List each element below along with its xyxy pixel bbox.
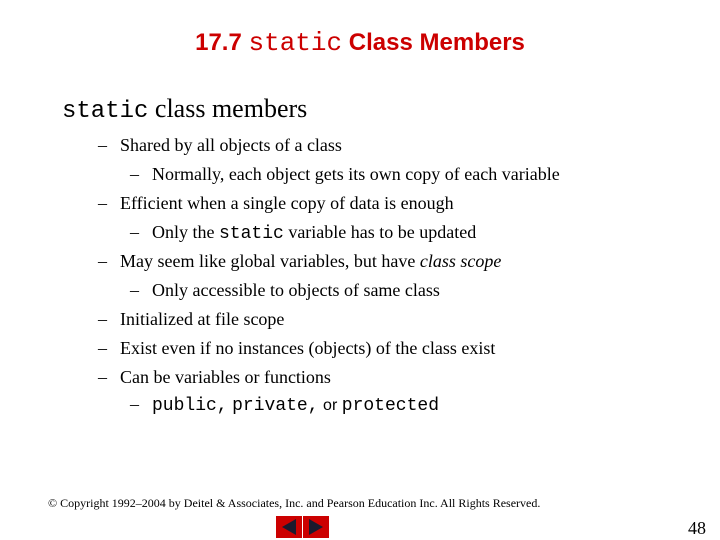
next-slide-button[interactable] [303, 516, 329, 538]
bullet-item [98, 337, 495, 359]
bullet-text: Normally, each object gets its own copy of each variable [152, 164, 560, 184]
heading-rest: class members [154, 94, 308, 123]
dash: – [130, 394, 139, 414]
sub-bullet-item [130, 221, 476, 245]
title-keyword: static [248, 28, 343, 58]
dash: – [130, 164, 139, 184]
dash: – [130, 222, 139, 242]
page-number: 48 [688, 518, 706, 538]
bullet-item [98, 366, 331, 388]
copyright-notice: © Copyright 1992–2004 by Deitel & Associates, Inc. and Pearson Education Inc. All Rights Reserved. [48, 496, 541, 510]
code-keyword: static [219, 224, 284, 244]
code-keyword: public, [152, 396, 228, 416]
bullet-item [98, 250, 501, 272]
title-rest: Class Members [348, 29, 525, 56]
prev-slide-button[interactable] [276, 516, 302, 538]
bullet-text: or [323, 397, 338, 414]
bullet-text: variable has to be updated [288, 222, 477, 242]
bullet-text: Can be variables or functions [120, 367, 331, 387]
dash: – [130, 280, 139, 300]
sub-bullet-item [130, 393, 439, 417]
code-keyword: private, [232, 396, 319, 416]
dash: – [98, 367, 107, 387]
prev-arrow-icon [282, 519, 296, 535]
bullet-text: May seem like global variables, but have [120, 251, 416, 271]
dash: – [98, 338, 107, 358]
dash: – [98, 193, 107, 213]
bullet-item [98, 192, 454, 214]
sub-bullet-item [130, 279, 440, 301]
bullet-text: Only the [152, 222, 215, 242]
slide-title [0, 28, 720, 58]
bullet-text: Shared by all objects of a class [120, 135, 342, 155]
bullet-text: Efficient when a single copy of data is enough [120, 193, 454, 213]
bullet-text: Only accessible to objects of same class [152, 280, 440, 300]
next-arrow-icon [309, 519, 323, 535]
sub-bullet-item [130, 163, 560, 185]
main-heading [62, 94, 307, 125]
bullet-text: Initialized at file scope [120, 309, 285, 329]
bullet-item [98, 308, 284, 330]
emphasis-text: class scope [419, 251, 502, 271]
dash: – [98, 309, 107, 329]
bullet-text: Exist even if no instances (objects) of the class exist [120, 338, 496, 358]
bullet-item [98, 134, 342, 156]
title-number: 17.7 [195, 29, 242, 56]
code-keyword: protected [341, 396, 439, 416]
dash: – [98, 135, 107, 155]
heading-keyword: static [62, 98, 149, 125]
dash: – [98, 251, 107, 271]
